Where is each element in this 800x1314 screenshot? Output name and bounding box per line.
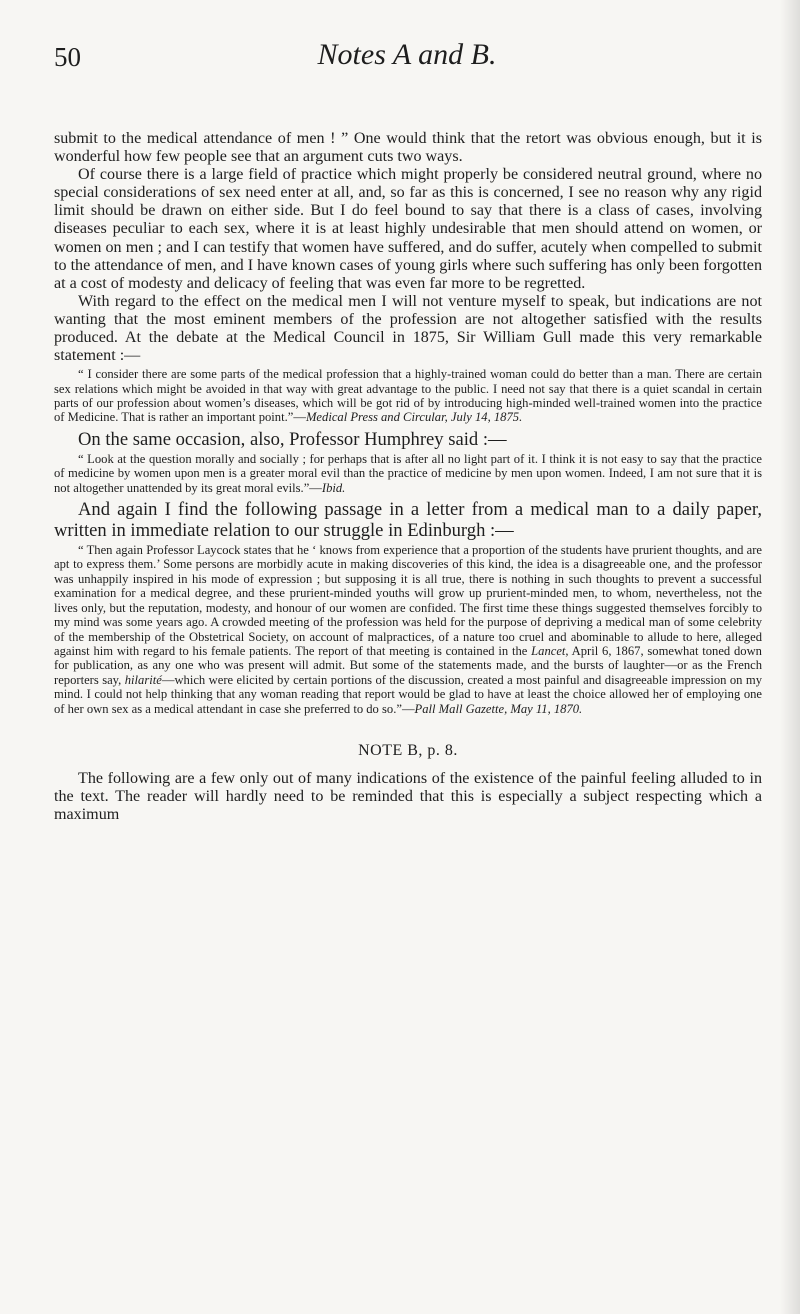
quote-gull-text: “ I consider there are some parts of the medical profession that a highly-trained woman could do better than a man. There are certain sex relations which might be avoided in that way with great advantage to the public. I need not say that there is a quiet scandal in certain parts of our profession about women’s diseases, which will be got rid of by introducing high-minded well-trained women into the practice of Medicine. That is rather an important point.”— [54,367,762,425]
paragraph-3: With regard to the effect on the medical men I will not venture myself to speak, but indications are not wanting that the most eminent members of the profession are not altogether satisfied with the results produced. At the debate at the Medical Council in 1875, Sir William Gull made this very remarkable statement :— [54,292,762,365]
paragraph-2: Of course there is a large field of practice which might properly be considered neutral ground, where no special considerations of sex need enter at all, and, so far as this is concerned, I see no reason why any rigid limit should be drawn on either side. But I do feel bound to say that there is a class of cases, involving diseases peculiar to each sex, where it is at least highly undesirable that men should attend on women, or women on men ; and I can testify that women have suffered, and do suffer, acutely when compelled to submit to the attendance of men, and I have known cases of young girls where such suffering has only been forgotten at a cost of modesty and delicacy of feeling that was even far more to be regretted. [54,166,762,292]
quote-humphrey-text: “ Look at the question morally and socially ; for perhaps that is after all no light part of it. I think it is not easy to say that the practice of medicine by women upon men is a greater moral evil than the practice of medicine by men upon women. Indeed, I am not sure that it is not altogether unattended by its great moral evils.”— [54,451,762,495]
paragraph-4: On the same occasion, also, Professor Humphrey said :— [78,428,507,450]
quote-letter-hilarite: hilarité [124,672,162,687]
note-b-heading: NOTE B, p. 8. [358,741,458,759]
page-number: 50 [54,42,81,72]
quote-letter-text-c: —which were elicited by certain portions of the discussion, created a most painful and disagreeable impression on my mind. I could not help thinking that any woman reading that report would be glad to have at least the choice allowed her of employing one of her own sex as a medical attendant in case she preferred to do so.”— [54,672,762,716]
paragraph-6: The following are a few only out of many indications of the existence of the painful feeling alluded to in the text. The reader will hardly need to be reminded that this is especially a subject respecting which a maximum [54,770,762,824]
page-header [54,38,760,82]
quote-gull-citation: Medical Press and Circular, July 14, 1875. [305,410,523,425]
page-edge-shadow [780,0,800,1314]
paragraph-1: submit to the medical attendance of men ! ” One would think that the retort was obvious enough, but it is wonderful how few people see that an argument cuts two ways. [54,130,762,166]
quote-letter [54,543,762,716]
quote-letter-text-a: “ Then again Professor Laycock states that he ‘ knows from experience that a proportion of the students have prurient thoughts, and are apt to express them.’ Some persons are morbidly acute in making discoveries of this kind, the idea is a disagreeable one, and the professor was unhappily inspired in his mode of expression ; but supposing it is all true, there is nothing in such thoughts to prevent a successful examination for a medical degree, and these prurient-minded youths will grow up prurient-minded men, to whom, nevertheless, not the lives only, but the reputation, modesty, and honour of our women are confided. The first time these things suggested themselves forcibly to my mind was some years ago. A crowded meeting of the profession was held for the purpose of depriving a medical man of some celebrity of the membership of the Obstetrical Society, on account of malpractices, of a nature too cruel and abominable to allude to here, alleged against him with regard to his female patients. The report of that meeting is contained in the [54,543,762,658]
quote-humphrey [54,452,762,495]
quote-letter-text-b: , April 6, 1867, somewhat toned down for publication, as any one who was present will admit. But some of the statements made, and the bursts of laughter—or as the French reporters say, [54,643,762,687]
quote-letter-citation: Pall Mall Gazette, May 11, 1870. [414,701,583,716]
quote-humphrey-citation: Ibid. [321,480,346,495]
paragraph-5: And again I find the following passage in a letter from a medical man to a daily paper, written in immediate relation to our struggle in Edinburgh :— [54,499,762,542]
running-head: Notes A and B. [317,38,497,71]
quote-letter-lancet: Lancet [531,643,566,658]
quote-gull [54,367,762,425]
page-body [54,130,762,824]
